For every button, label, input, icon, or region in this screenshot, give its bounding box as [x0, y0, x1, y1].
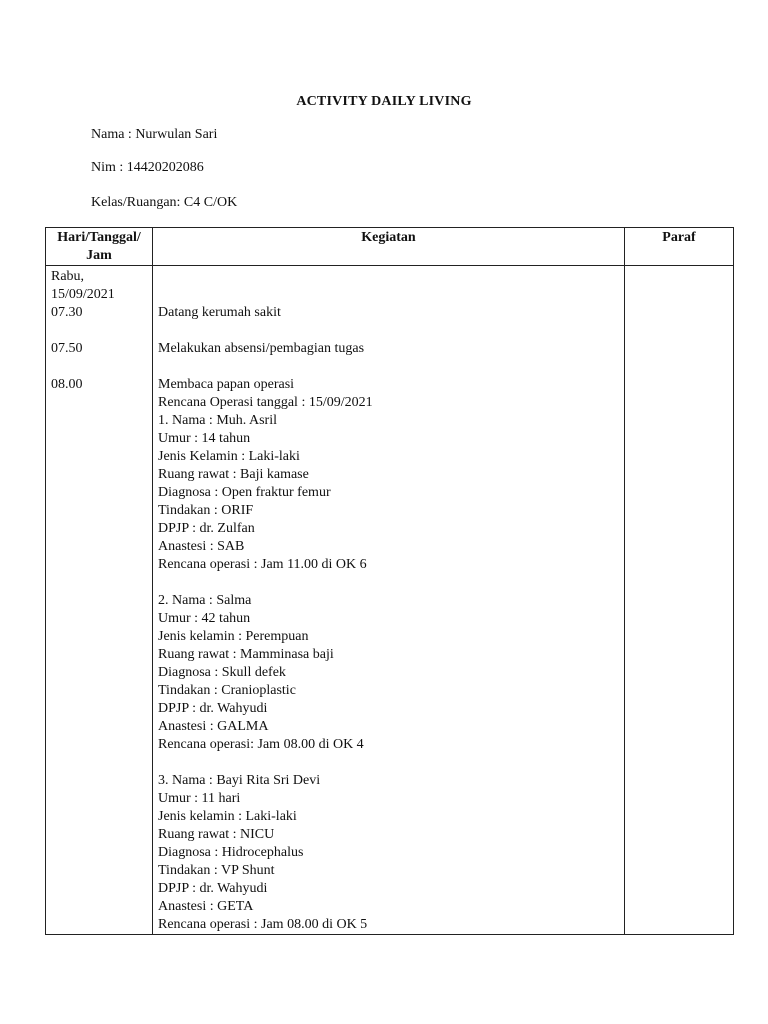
activity-line: Ruang rawat : Baji kamase — [158, 467, 309, 482]
activity-line — [158, 574, 619, 592]
activity-line: Diagnosa : Open fraktur femur — [158, 485, 331, 500]
activity-line: Tindakan : VP Shunt — [158, 863, 275, 878]
activity-line: Jenis Kelamin : Laki-laki — [158, 449, 300, 464]
class-room: Kelas/Ruangan: C4 C/OK — [91, 195, 238, 210]
table-header-row — [46, 228, 734, 266]
date-time-line: Rabu, — [51, 269, 85, 284]
activity-line: DPJP : dr. Zulfan — [158, 521, 255, 536]
activity-line: Umur : 14 tahun — [158, 431, 251, 446]
activity-line — [158, 268, 619, 286]
activity-line — [158, 322, 619, 340]
document-title: ACTIVITY DAILY LIVING — [296, 94, 472, 109]
activity-line — [158, 286, 619, 304]
activity-line: 1. Nama : Muh. Asril — [158, 413, 277, 428]
activity-line: Jenis kelamin : Perempuan — [158, 629, 309, 644]
date-time-line: 15/09/2021 — [51, 287, 115, 302]
header-signature: Paraf — [625, 228, 734, 266]
activity-line: Ruang rawat : NICU — [158, 827, 275, 842]
activity-line: Membaca papan operasi — [158, 377, 295, 392]
activity-line: Tindakan : ORIF — [158, 503, 254, 518]
activity-line: Anastesi : SAB — [158, 539, 245, 554]
activity-line: Umur : 42 tahun — [158, 611, 251, 626]
table-row — [46, 266, 734, 935]
activity-line: Rencana operasi : Jam 11.00 di OK 6 — [158, 557, 367, 572]
activity-line: Rencana operasi: Jam 08.00 di OK 4 — [158, 737, 364, 752]
date-time-line: 07.50 — [51, 341, 83, 356]
activity-cell — [153, 266, 625, 935]
header-activity: Kegiatan — [153, 228, 625, 266]
student-name: Nama : Nurwulan Sari — [91, 127, 218, 142]
activity-line: DPJP : dr. Wahyudi — [158, 701, 268, 716]
activity-line — [158, 358, 619, 376]
signature-cell — [625, 266, 734, 935]
student-nim: Nim : 14420202086 — [91, 160, 204, 175]
activity-line: Rencana Operasi tanggal : 15/09/2021 — [158, 395, 373, 410]
header-date-time-line2: Jam — [86, 248, 112, 263]
date-time-line — [51, 358, 147, 376]
date-time-line: 08.00 — [51, 377, 83, 392]
activity-line: Anastesi : GALMA — [158, 719, 269, 734]
activity-line: Datang kerumah sakit — [158, 305, 281, 320]
activity-line: Jenis kelamin : Laki-laki — [158, 809, 297, 824]
activity-line — [158, 754, 619, 772]
activity-line: Umur : 11 hari — [158, 791, 241, 806]
activity-table — [45, 227, 734, 935]
date-time-cell — [46, 266, 153, 935]
activity-line: Melakukan absensi/pembagian tugas — [158, 341, 365, 356]
activity-line: 3. Nama : Bayi Rita Sri Devi — [158, 773, 321, 788]
activity-line: Tindakan : Cranioplastic — [158, 683, 296, 698]
header-date-time — [46, 228, 153, 266]
activity-line: Rencana operasi : Jam 08.00 di OK 5 — [158, 917, 368, 932]
activity-line: Ruang rawat : Mamminasa baji — [158, 647, 334, 662]
header-date-time-line1: Hari/Tanggal/ — [57, 230, 141, 245]
date-time-line — [51, 322, 147, 340]
activity-line: DPJP : dr. Wahyudi — [158, 881, 268, 896]
activity-line: Diagnosa : Hidrocephalus — [158, 845, 304, 860]
activity-line: Diagnosa : Skull defek — [158, 665, 286, 680]
activity-line: Anastesi : GETA — [158, 899, 254, 914]
activity-line: 2. Nama : Salma — [158, 593, 252, 608]
date-time-line: 07.30 — [51, 305, 83, 320]
